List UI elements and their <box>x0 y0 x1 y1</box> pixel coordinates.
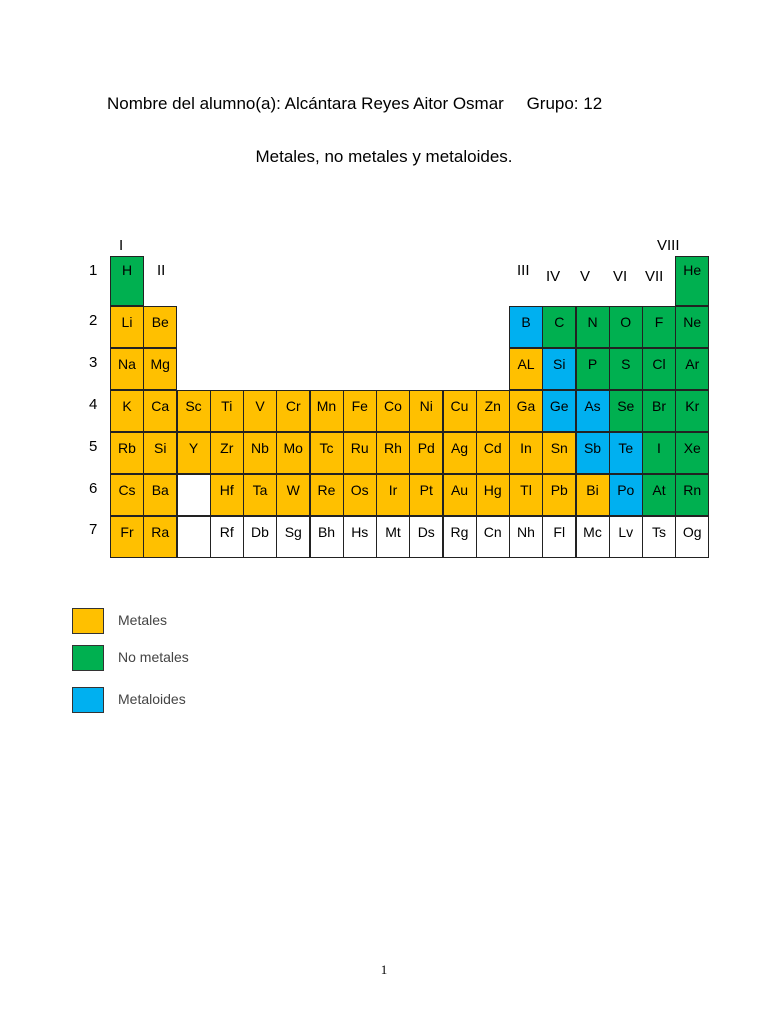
element-cell: Ti <box>210 390 244 432</box>
element-cell: H <box>110 256 144 306</box>
element-cell: Pt <box>409 474 443 516</box>
element-cell: B <box>509 306 543 348</box>
page-number: 1 <box>380 962 388 977</box>
element-cell: Sn <box>542 432 576 474</box>
element-cell: Be <box>143 306 177 348</box>
element-cell: Si <box>143 432 177 474</box>
element-cell: Bi <box>576 474 610 516</box>
element-cell: Ar <box>675 348 709 390</box>
element-cell: Pb <box>542 474 576 516</box>
element-cell: Os <box>343 474 377 516</box>
group-label: III <box>517 262 530 279</box>
element-cell: Co <box>376 390 410 432</box>
element-cell: Ne <box>675 306 709 348</box>
element-cell: Db <box>243 516 277 558</box>
element-cell <box>177 474 211 516</box>
element-cell: Sb <box>576 432 610 474</box>
element-cell: Cu <box>443 390 477 432</box>
element-cell: At <box>642 474 676 516</box>
element-cell: Ra <box>143 516 177 558</box>
element-cell: Rh <box>376 432 410 474</box>
element-cell: Cr <box>276 390 310 432</box>
legend-swatch-nonmetal <box>72 645 104 671</box>
element-cell: K <box>110 390 144 432</box>
student-name: Nombre del alumno(a): Alcántara Reyes Aitor Osmar <box>107 94 504 113</box>
element-cell: Ge <box>542 390 576 432</box>
element-cell: Rb <box>110 432 144 474</box>
legend-label: No metales <box>118 649 189 665</box>
element-cell: Sc <box>177 390 211 432</box>
element-cell: Na <box>110 348 144 390</box>
element-cell: Cd <box>476 432 510 474</box>
element-cell: Ni <box>409 390 443 432</box>
element-cell: W <box>276 474 310 516</box>
group-label: VI <box>613 268 628 285</box>
group-label: V <box>580 268 591 285</box>
element-cell: Hs <box>343 516 377 558</box>
element-cell: V <box>243 390 277 432</box>
element-cell: Nh <box>509 516 543 558</box>
element-cell: Zn <box>476 390 510 432</box>
legend-label: Metaloides <box>118 691 186 707</box>
element-cell: C <box>542 306 576 348</box>
element-cell: Mg <box>143 348 177 390</box>
element-cell: Te <box>609 432 643 474</box>
element-cell: Br <box>642 390 676 432</box>
element-cell: F <box>642 306 676 348</box>
element-cell: Ts <box>642 516 676 558</box>
element-cell: He <box>675 256 709 306</box>
period-label: 3 <box>89 354 98 371</box>
element-cell: S <box>609 348 643 390</box>
period-label: 6 <box>89 480 98 497</box>
element-cell: Xe <box>675 432 709 474</box>
element-cell: Pd <box>409 432 443 474</box>
element-cell: Mt <box>376 516 410 558</box>
element-cell: Rg <box>443 516 477 558</box>
legend-swatch-metal <box>72 608 104 634</box>
element-cell: Po <box>609 474 643 516</box>
element-cell: Cl <box>642 348 676 390</box>
legend-label: Metales <box>118 612 168 628</box>
element-cell <box>177 516 211 558</box>
element-cell: Fl <box>542 516 576 558</box>
element-cell: Fr <box>110 516 144 558</box>
element-cell: Mo <box>276 432 310 474</box>
element-cell: Ru <box>343 432 377 474</box>
element-cell: Rf <box>210 516 244 558</box>
element-cell: Cs <box>110 474 144 516</box>
period-label: 5 <box>89 438 98 455</box>
group-label: IV <box>546 268 561 285</box>
element-cell: AL <box>509 348 543 390</box>
element-cell: Ga <box>509 390 543 432</box>
element-cell: Kr <box>675 390 709 432</box>
element-cell: Ag <box>443 432 477 474</box>
element-cell: Nb <box>243 432 277 474</box>
period-label: 1 <box>89 262 98 279</box>
element-cell: Se <box>609 390 643 432</box>
element-cell: O <box>609 306 643 348</box>
element-cell: Y <box>177 432 211 474</box>
element-cell: Ir <box>376 474 410 516</box>
period-label: 4 <box>89 396 98 413</box>
group-number: Grupo: 12 <box>526 94 603 113</box>
element-cell: Ta <box>243 474 277 516</box>
group-label: VIII <box>657 237 680 254</box>
element-cell: Tl <box>509 474 543 516</box>
element-cell: Tc <box>310 432 344 474</box>
group-label: II <box>157 262 166 279</box>
element-cell: In <box>509 432 543 474</box>
document-title: Metales, no metales y metaloides. <box>255 147 513 166</box>
element-cell: Au <box>443 474 477 516</box>
element-cell: Si <box>542 348 576 390</box>
element-cell: Ca <box>143 390 177 432</box>
element-cell: Hg <box>476 474 510 516</box>
element-cell: P <box>576 348 610 390</box>
element-cell: Zr <box>210 432 244 474</box>
element-cell: N <box>576 306 610 348</box>
period-label: 7 <box>89 521 98 538</box>
group-label: VII <box>645 268 664 285</box>
element-cell: Ba <box>143 474 177 516</box>
legend-swatch-metalloid <box>72 687 104 713</box>
group-label: I <box>119 237 124 254</box>
element-cell: Fe <box>343 390 377 432</box>
element-cell: Hf <box>210 474 244 516</box>
element-cell: Sg <box>276 516 310 558</box>
period-label: 2 <box>89 312 98 329</box>
element-cell: Cn <box>476 516 510 558</box>
element-cell: Lv <box>609 516 643 558</box>
element-cell: Rn <box>675 474 709 516</box>
element-cell: Mc <box>576 516 610 558</box>
element-cell: Bh <box>310 516 344 558</box>
element-cell: Ds <box>409 516 443 558</box>
element-cell: I <box>642 432 676 474</box>
element-cell: As <box>576 390 610 432</box>
element-cell: Og <box>675 516 709 558</box>
element-cell: Re <box>310 474 344 516</box>
element-cell: Mn <box>310 390 344 432</box>
element-cell: Li <box>110 306 144 348</box>
